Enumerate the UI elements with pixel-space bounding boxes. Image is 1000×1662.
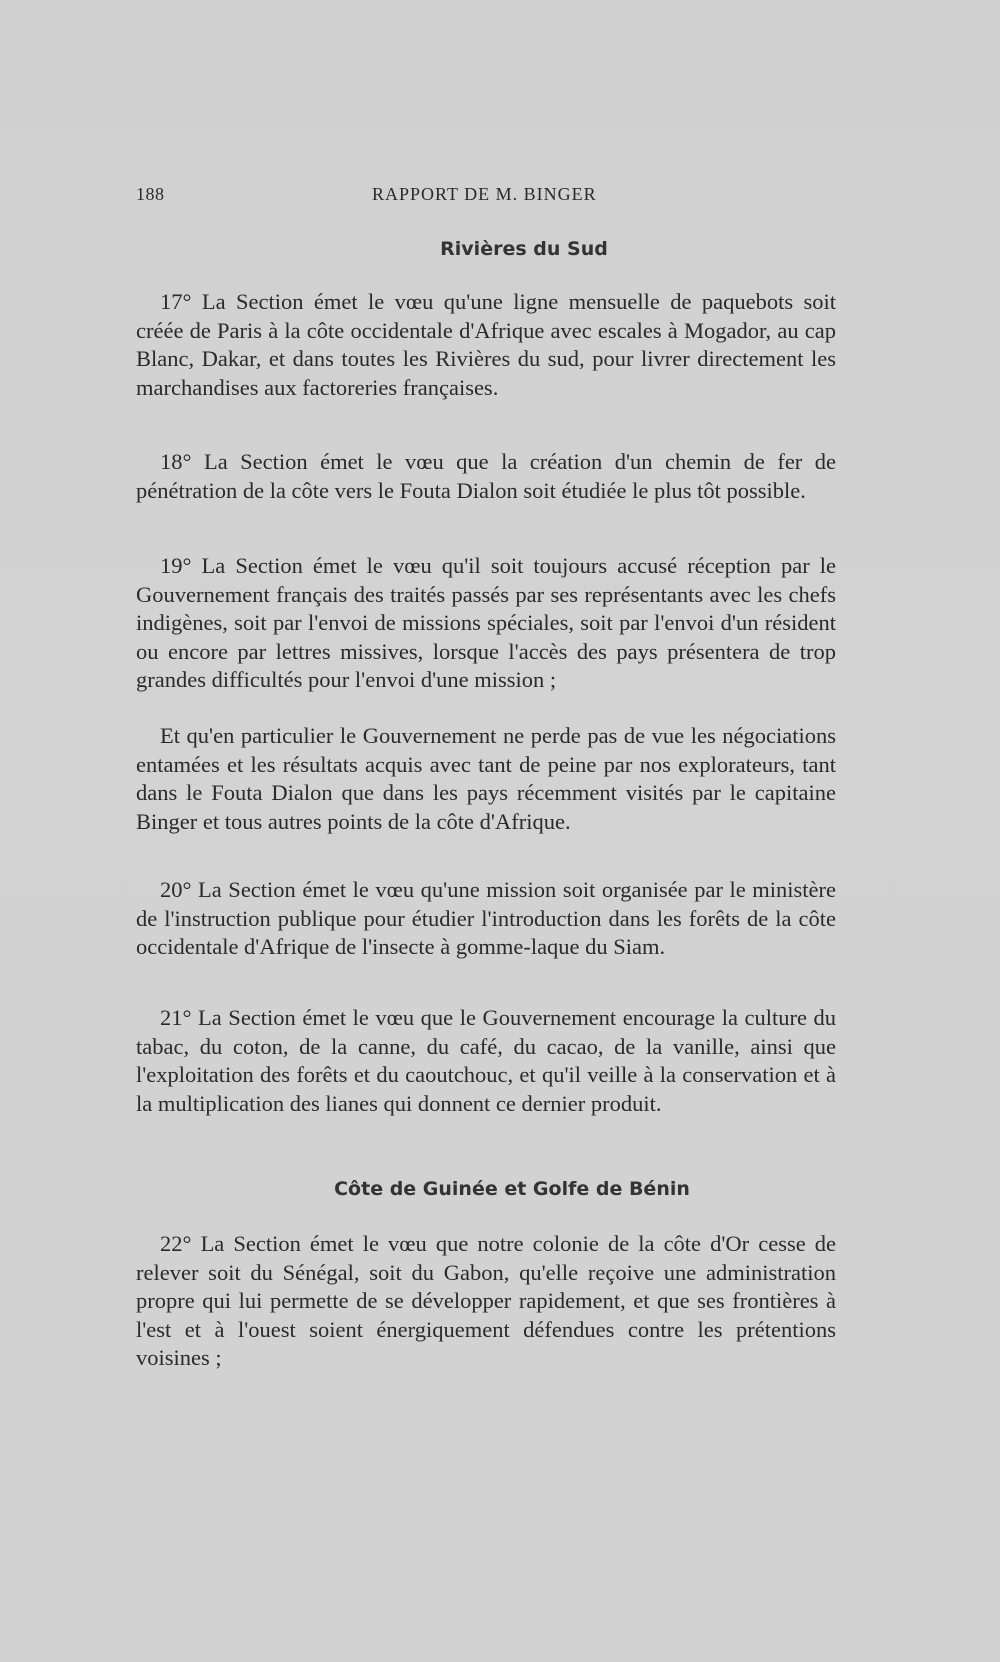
paragraph-18: 18° La Section émet le vœu que la création d'un chemin de fer de pénétration de la côte vers le Fouta Dialon soit étudiée le plus tôt possible. [136, 449, 836, 503]
page-number: 188 [136, 184, 165, 204]
paragraph-22: 22° La Section émet le vœu que notre colonie de la côte d'Or cesse de relever soit du Sénégal, soit du Gabon, qu'elle reçoive une administration propre qui lui permette de se développer rapidement, et que ses frontières à l'est et à l'ouest soient énergiquement défendues contre les prétentions voisines ; [136, 1231, 836, 1371]
paragraph-19-continued: Et qu'en particulier le Gouvernement ne perde pas de vue les négociations entamées et les résultats acquis avec tant de peine par nos explorateurs, tant dans le Fouta Dialon que dans les pays récemment visités par le capitaine Binger et tous autres points de la côte d'Afrique. [136, 723, 836, 834]
running-header [136, 184, 598, 208]
section-heading-cote-de-guinee: Côte de Guinée et Golfe de Bénin [334, 1178, 690, 1200]
paragraph-20: 20° La Section émet le vœu qu'une mission soit organisée par le ministère de l'instruction publique pour étudier l'introduction dans les forêts de la côte occidentale d'Afrique de l'insecte à gomme-laque du Siam. [136, 877, 836, 960]
section-heading-rivieres-du-sud: Rivières du Sud [440, 238, 608, 260]
paragraph-19: 19° La Section émet le vœu qu'il soit toujours accusé réception par le Gouvernement français des traités passés par ses représentants avec les chefs indigènes, soit par l'envoi de missions spéciales, soit par l'envoi d'un résident ou encore par lettres missives, lorsque l'accès des pays présentera de trop grandes difficultés pour l'envoi d'une mission ; [136, 553, 836, 693]
paragraph-17: 17° La Section émet le vœu qu'une ligne mensuelle de paquebots soit créée de Paris à la côte occidentale d'Afrique avec escales à Mogador, au cap Blanc, Dakar, et dans toutes les Rivières du sud, pour livrer directement les marchandises aux factoreries françaises. [136, 289, 836, 400]
running-title: RAPPORT DE M. BINGER [372, 184, 597, 204]
paragraph-21: 21° La Section émet le vœu que le Gouvernement encourage la culture du tabac, du coton, de la canne, du café, du cacao, de la vanille, ainsi que l'exploitation des forêts et du caoutchouc, et qu'il veille à la conservation et à la multiplication des lianes qui donnent ce dernier produit. [136, 1005, 836, 1116]
